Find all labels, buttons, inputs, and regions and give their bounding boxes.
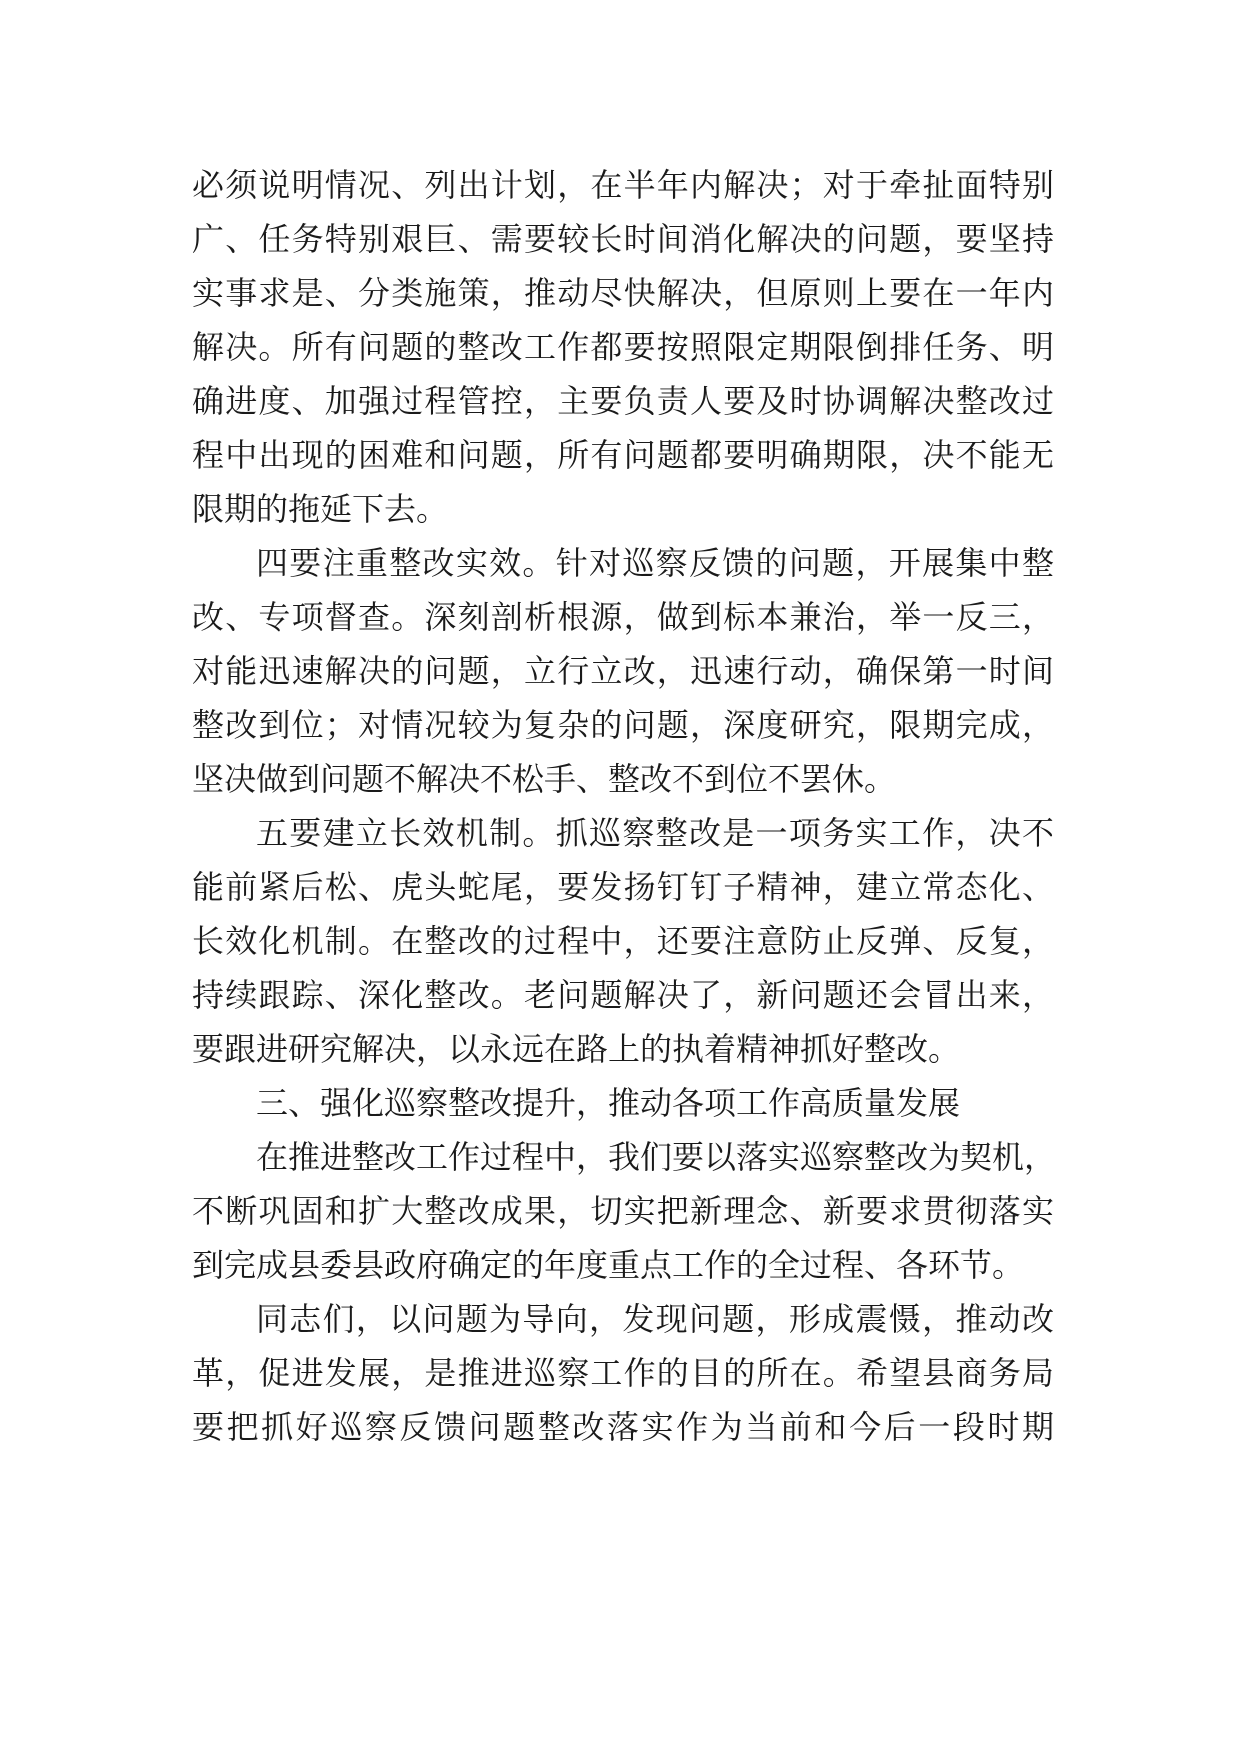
text-line: 能前紧后松、虎头蛇尾，要发扬钉钉子精神，建立常态化、: [192, 868, 1054, 906]
text-line: 坚决做到问题不解决不松手、整改不到位不罢休。: [192, 760, 897, 798]
text-line: 在推进整改工作过程中，我们要以落实巡察整改为契机，: [256, 1138, 1057, 1176]
text-line: 必须说明情况、列出计划，在半年内解决；对于牵扯面特别: [192, 166, 1054, 204]
text-line: 四要注重整改实效。针对巡察反馈的问题，开展集中整: [256, 544, 1054, 582]
text-line: 到完成县委县政府确定的年度重点工作的全过程、各环节。: [192, 1246, 1025, 1284]
section-heading: 三、强化巡察整改提升，推动各项工作高质量发展: [256, 1084, 961, 1122]
text-line: 长效化机制。在整改的过程中，还要注意防止反弹、反复，: [192, 922, 1054, 960]
paragraph-four: [192, 536, 1054, 806]
paragraph-deadline-continued: [192, 158, 1054, 536]
text-line: 要把抓好巡察反馈问题整改落实作为当前和今后一段时期: [192, 1408, 1054, 1446]
text-line: 要跟进研究解决，以永远在路上的执着精神抓好整改。: [192, 1030, 961, 1068]
text-line: 不断巩固和扩大整改成果，切实把新理念、新要求贯彻落实: [192, 1192, 1054, 1230]
text-line: 程中出现的困难和问题，所有问题都要明确期限，决不能无: [192, 436, 1054, 474]
paragraph-section-three: [192, 1130, 1057, 1292]
paragraph-five: [192, 806, 1054, 1076]
text-line: 整改到位；对情况较为复杂的问题，深度研究，限期完成，: [192, 706, 1054, 744]
text-line: 同志们，以问题为导向，发现问题，形成震慑，推动改: [256, 1300, 1054, 1338]
text-line: 革，促进发展，是推进巡察工作的目的所在。希望县商务局: [192, 1354, 1054, 1392]
text-line: 广、任务特别艰巨、需要较长时间消化解决的问题，要坚持: [192, 220, 1054, 258]
text-line: 实事求是、分类施策，推动尽快解决，但原则上要在一年内: [192, 274, 1054, 312]
text-line: 五要建立长效机制。抓巡察整改是一项务实工作，决不: [256, 814, 1054, 852]
text-line: 改、专项督查。深刻剖析根源，做到标本兼治，举一反三，: [192, 598, 1054, 636]
section-three-heading: [192, 1076, 1054, 1130]
text-line: 对能迅速解决的问题，立行立改，迅速行动，确保第一时间: [192, 652, 1054, 690]
document-body: [192, 158, 1057, 1454]
paragraph-closing: [192, 1292, 1054, 1454]
text-line: 确进度、加强过程管控，主要负责人要及时协调解决整改过: [192, 382, 1054, 420]
text-line: 解决。所有问题的整改工作都要按照限定期限倒排任务、明: [192, 328, 1054, 366]
text-line: 限期的拖延下去。: [192, 490, 449, 528]
text-line: 持续跟踪、深化整改。老问题解决了，新问题还会冒出来，: [192, 976, 1054, 1014]
